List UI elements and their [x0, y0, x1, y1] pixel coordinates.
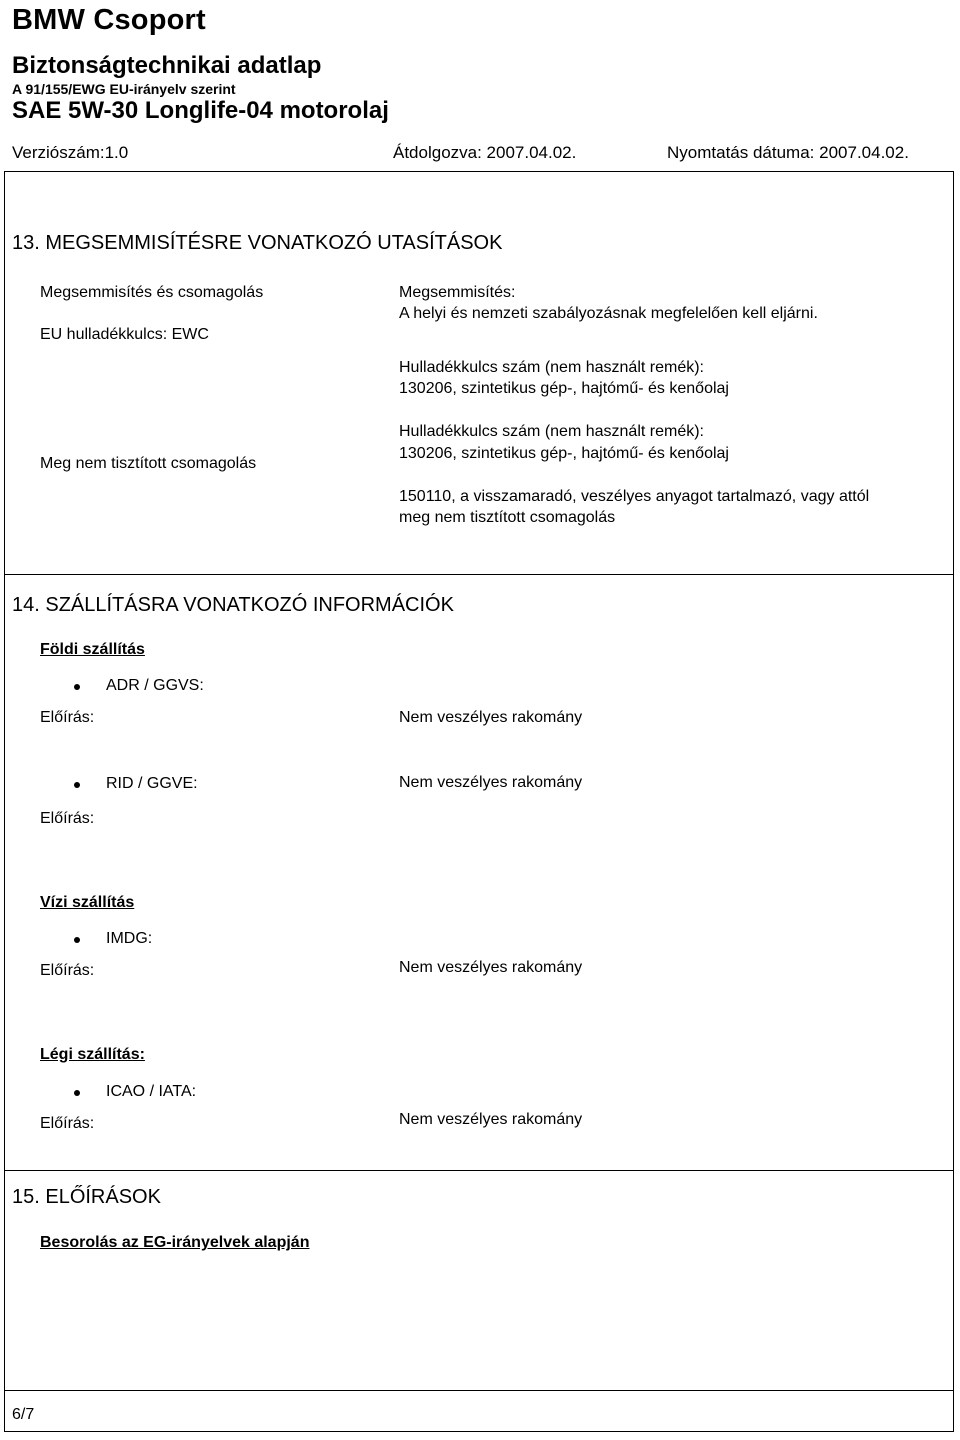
- uncleaned-packaging-label: Meg nem tisztított csomagolás: [40, 455, 257, 472]
- land-transport-heading: Földi szállítás: [40, 641, 145, 658]
- regulation-label: Előírás:: [40, 962, 95, 979]
- rid-label: RID / GGVE:: [106, 775, 198, 792]
- print-date: Nyomtatás dátuma: 2007.04.02.: [667, 143, 909, 162]
- product-name: SAE 5W-30 Longlife-04 motorolaj: [12, 97, 389, 124]
- adr-value: Nem veszélyes rakomány: [399, 709, 583, 726]
- imdg-label: IMDG:: [106, 930, 153, 947]
- directive-note: A 91/155/EWG EU-irányelv szerint: [12, 81, 236, 97]
- water-transport-heading: Vízi szállítás: [40, 894, 135, 911]
- regulation-label: Előírás:: [40, 1115, 95, 1132]
- icao-label: ICAO / IATA:: [106, 1083, 197, 1100]
- rid-value: Nem veszélyes rakomány: [399, 774, 583, 791]
- bullet-icon: [74, 782, 80, 788]
- eg-classification-heading: Besorolás az EG-irányelvek alapján: [40, 1234, 310, 1251]
- imdg-value: Nem veszélyes rakomány: [399, 959, 583, 976]
- revision-date: Átdolgozva: 2007.04.02.: [393, 143, 577, 162]
- waste-key-label: Hulladékkulcs szám (nem használt remék):: [399, 423, 704, 440]
- ewc-label: EU hulladékkulcs: EWC: [40, 326, 209, 343]
- version-number: Verziószám:1.0: [12, 143, 129, 162]
- waste-key-value: 130206, szintetikus gép-, hajtómű- és kenőolaj: [399, 445, 729, 462]
- waste-key-value: 130206, szintetikus gép-, hajtómű- és kenőolaj: [399, 380, 729, 397]
- section-15-title: 15. ELŐÍRÁSOK: [12, 1186, 161, 1208]
- packaging-waste-code: 150110, a visszamaradó, veszélyes anyagot tartalmazó, vagy attól: [399, 488, 870, 505]
- adr-label: ADR / GGVS:: [106, 677, 204, 694]
- page-number: 6/7: [12, 1406, 35, 1423]
- company-name: BMW Csoport: [12, 4, 206, 36]
- regulation-label: Előírás:: [40, 709, 95, 726]
- disposal-text: A helyi és nemzeti szabályozásnak megfelelően kell eljárni.: [399, 305, 818, 322]
- disposal-label: Megsemmisítés:: [399, 284, 516, 301]
- air-transport-heading: Légi szállítás:: [40, 1046, 145, 1063]
- section-divider: [4, 1170, 954, 1171]
- waste-key-label: Hulladékkulcs szám (nem használt remék):: [399, 359, 704, 376]
- footer-divider: [4, 1390, 954, 1391]
- section-divider: [4, 574, 954, 575]
- bullet-icon: [74, 937, 80, 943]
- section-13-title: 13. MEGSEMMISÍTÉSRE VONATKOZÓ UTASÍTÁSOK: [12, 232, 503, 254]
- packaging-waste-description: meg nem tisztított csomagolás: [399, 509, 616, 526]
- section-14-title: 14. SZÁLLÍTÁSRA VONATKOZÓ INFORMÁCIÓK: [12, 594, 454, 616]
- bullet-icon: [74, 684, 80, 690]
- regulation-label: Előírás:: [40, 810, 95, 827]
- bullet-icon: [74, 1090, 80, 1096]
- disposal-packaging-label: Megsemmisítés és csomagolás: [40, 284, 264, 301]
- icao-value: Nem veszélyes rakomány: [399, 1111, 583, 1128]
- document-title: Biztonságtechnikai adatlap: [12, 52, 322, 79]
